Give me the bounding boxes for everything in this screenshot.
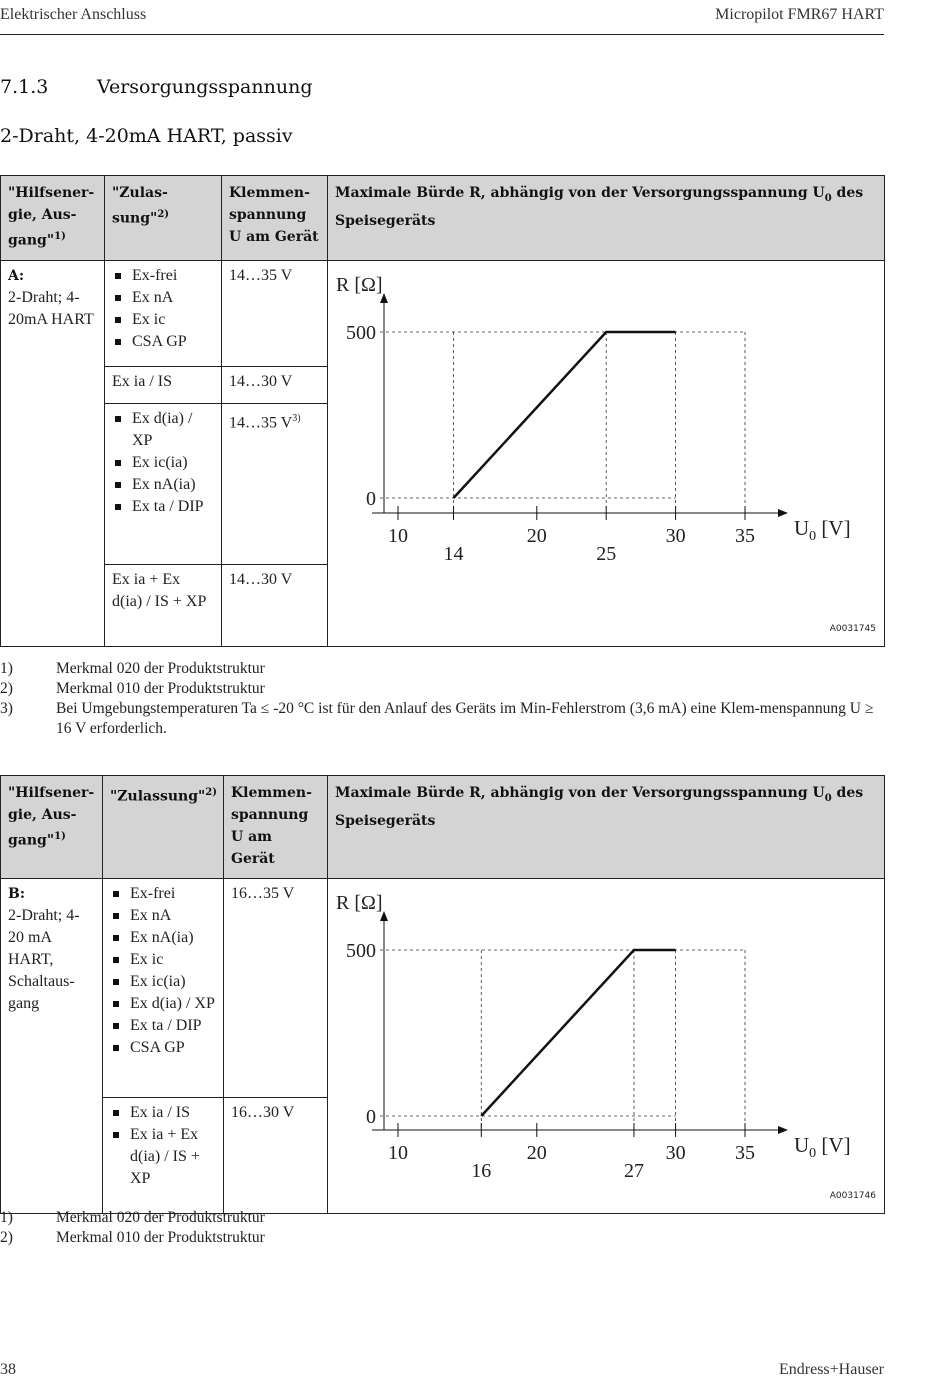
x-tick-label: 10 [388,1142,408,1164]
header-terminal-voltage: Klemmen-spannung U am Gerät [224,776,328,879]
load-curve [454,332,676,498]
x-axis-label: $U_0$ [V] [794,515,851,544]
x-tick-label: 10 [388,524,408,547]
header-rule [0,34,884,35]
list-item: Ex-frei [110,883,216,905]
list-item: Ex ic(ia) [110,971,216,993]
figure-code: A0031745 [829,623,876,634]
approval-cell [103,879,224,1098]
list-item: Ex ta / DIP [110,1015,216,1037]
y-tick-label: 0 [366,1106,376,1128]
load-curve [481,950,675,1116]
list-item: CSA GP [112,331,214,353]
output-cell [1,260,105,646]
approval-cell: Ex ia + Ex d(ia) / IS + XP [105,565,222,647]
load-chart-cell [328,879,885,1214]
table-row [1,879,885,1098]
list-item: Ex nA [110,905,216,927]
list-item: Ex nA [112,287,214,309]
list-item: Ex d(ia) / XP [112,408,214,452]
list-item: Ex-frei [112,265,214,287]
output-code: A: [8,267,25,284]
running-header-chapter: Elektrischer Anschluss [0,6,147,23]
list-item: Ex nA(ia) [110,927,216,949]
approval-cell [103,1097,224,1213]
approval-list [112,265,214,353]
x-tick-label: 35 [735,1142,755,1164]
header-max-load: Maximale Bürde R, abhängig von der Versorgungsspannung $U_0$ des Speisegeräts [328,176,885,261]
x-tick-label: 27 [623,1160,644,1182]
header-terminal-voltage: Klemmen-spannung U am Gerät [222,176,328,261]
list-item: CSA GP [110,1037,216,1059]
output-description: 2-Draht; 4-20mA HART [8,288,94,328]
x-tick-label: 16 [471,1160,492,1182]
approval-cell [105,404,222,565]
x-tick-label: 30 [665,524,686,547]
list-item: Ex ic [110,949,216,971]
y-tick-label: 0 [366,487,376,510]
header-approval: "Zulassung"$^{2)}$ [103,776,224,879]
brand-name: Endress+Hauser [779,1361,884,1378]
list-item: Ex ic(ia) [112,452,214,474]
y-axis-label: R [Ω] [336,892,383,914]
load-chart-b [328,879,884,1206]
approval-list [110,883,216,1059]
section-title: Versorgungsspannung [97,76,313,98]
approval-cell [105,260,222,366]
x-tick-label: 35 [735,524,755,547]
list-item: Ex ia + Ex d(ia) / IS + XP [110,1124,216,1190]
approval-cell: Ex ia / IS [105,366,222,404]
approval-list [110,1102,216,1190]
x-axis-arrow [778,509,788,517]
list-item: Ex ic [112,309,214,331]
supply-voltage-table-a [0,175,885,647]
list-item: Ex ta / DIP [112,496,214,518]
voltage-cell: 14…35 V [222,260,328,366]
load-chart-cell [328,260,885,646]
header-approval: "Zulas-sung"$^{2)}$ [105,176,222,261]
subsection-title: 2-Draht, 4-20mA HART, passiv [0,125,293,147]
running-header-product: Micropilot FMR67 HART [715,6,884,23]
output-code: B: [8,886,26,902]
x-tick-label: 14 [443,542,464,565]
y-axis-label: R [Ω] [336,273,383,296]
approval-list [112,408,214,518]
list-item: Ex nA(ia) [112,474,214,496]
load-chart-a [328,261,884,639]
output-description: 2-Draht; 4-20 mA HART, Schaltaus-gang [8,907,80,1012]
page-number: 38 [0,1361,16,1378]
y-tick-label: 500 [346,940,376,962]
section-number: 7.1.3 [0,76,49,98]
voltage-cell: 14…35 $V^{3)}$ [222,404,328,565]
voltage-cell: 14…30 V [222,565,328,647]
table-header-row [1,176,885,261]
voltage-cell: 16…35 V [224,879,328,1098]
supply-voltage-table-b [0,775,885,1214]
voltage-cell: 16…30 V [224,1097,328,1213]
header-power-output: "Hilfsener-gie, Aus-gang"$^{1)}$ [1,176,105,261]
x-tick-label: 30 [665,1142,686,1164]
header-max-load: Maximale Bürde R, abhängig von der Versorgungsspannung $U_0$ des Speisegeräts [328,776,885,879]
figure-code: A0031746 [829,1191,876,1201]
table-header-row [1,776,885,879]
table-row [1,260,885,366]
header-power-output: "Hilfsener-gie, Aus-gang"$^{1)}$ [1,776,103,879]
x-tick-label: 20 [526,1142,547,1164]
x-axis-label: $U_0$ [V] [794,1133,851,1161]
output-cell [1,879,103,1214]
list-item: Ex ia / IS [110,1102,216,1124]
x-tick-label: 25 [596,542,617,565]
x-axis-arrow [778,1126,788,1134]
x-tick-label: 20 [526,524,547,547]
list-item: Ex d(ia) / XP [110,993,216,1015]
voltage-cell: 14…30 V [222,366,328,404]
y-tick-label: 500 [346,321,376,344]
